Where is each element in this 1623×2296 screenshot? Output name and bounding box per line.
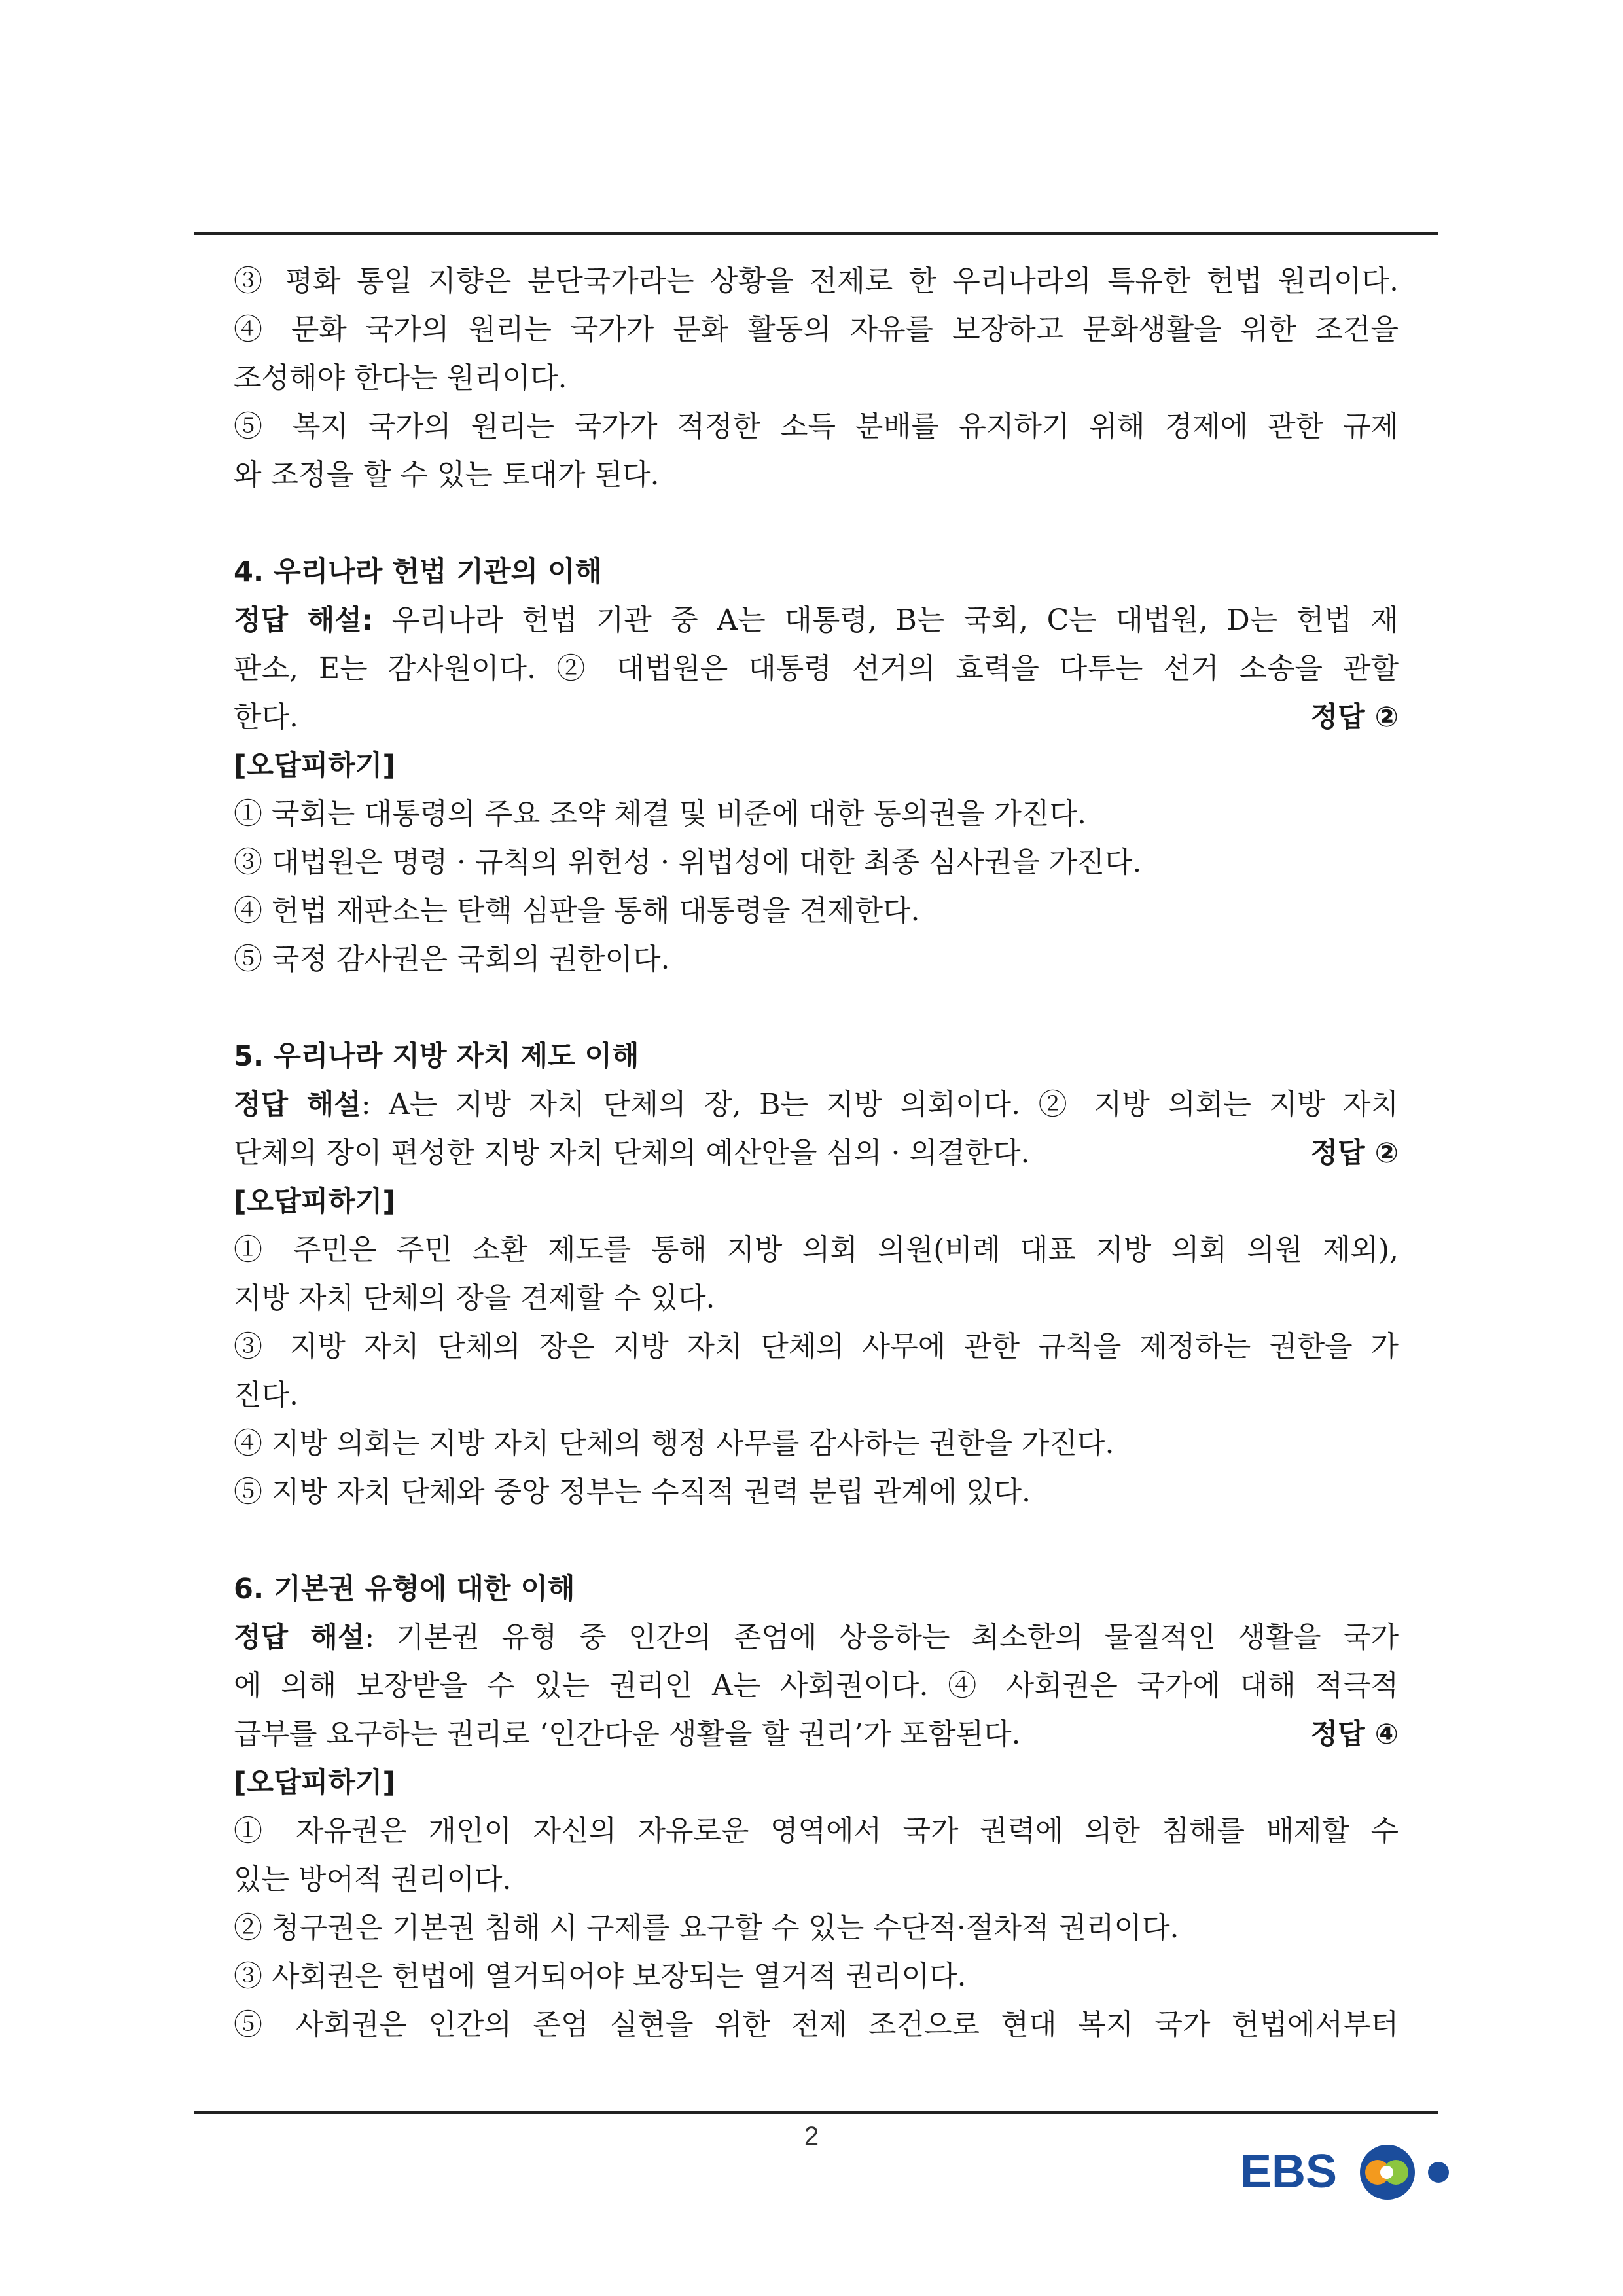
text-line: 조성해야 한다는 원리이다.: [234, 361, 567, 395]
wrong-answer-line: 지방 자치 단체의 장을 견제할 수 있다.: [234, 1282, 715, 1315]
document-body: [234, 257, 1399, 2049]
wrong-answer-line: ⑤ 국정 감사권은 국회의 권한이다.: [234, 942, 670, 976]
wrong-answer-line: 있는 방어적 권리이다.: [234, 1863, 512, 1896]
header-rule: [194, 232, 1438, 235]
explanation-answer-line: 급부를 요구하는 권리로 ‘인간다운 생활을 할 권리’가 포함된다. 정답 ④: [234, 1710, 1399, 1759]
answer-badge: 정답 ②: [1310, 701, 1399, 734]
wrong-answer-line: ④ 지방 의회는 지방 자치 단체의 행정 사무를 감사하는 권한을 가진다.: [234, 1427, 1115, 1460]
answer-badge: 정답 ④: [1310, 1718, 1399, 1751]
logo-small-dot: [1428, 2162, 1449, 2183]
explanation-answer-line: 단체의 장이 편성한 지방 자치 단체의 예산안을 심의 · 의결한다. 정답 ②: [234, 1129, 1399, 1177]
footer-rule: [194, 2111, 1438, 2114]
wrong-answer-line: ① 주민은 주민 소환 제도를 통해 지방 의회 의원(비례 대표 지방 의회 의원 제외),: [234, 1233, 1399, 1266]
explanation-line: 정답 해설: 우리나라 헌법 기관 중 A는 대통령, B는 국회, C는 대법원, D는 헌법 재: [234, 603, 1399, 637]
explanation-line: 에 의해 보장받을 수 있는 권리인 A는 사회권이다. ④ 사회권은 국가에 대해 적극적: [234, 1669, 1399, 1702]
wrong-answer-line: ④ 헌법 재판소는 탄핵 심판을 통해 대통령을 견제한다.: [234, 894, 920, 927]
question-4-title: 4. 우리나라 헌법 기관의 이해: [234, 556, 603, 588]
wrong-answer-line: ③ 대법원은 명령 · 규칙의 위헌성 · 위법성에 대한 최종 심사권을 가진다.: [234, 846, 1142, 879]
wrong-answer-line: ③ 사회권은 헌법에 열거되어야 보장되는 열거적 권리이다.: [234, 1960, 967, 1993]
wrong-answer-title: [오답피하기]: [234, 749, 395, 782]
text-line: ⑤ 복지 국가의 원리는 국가가 적정한 소득 분배를 유지하기 위해 경제에 관한 규제: [234, 410, 1399, 443]
wrong-answer-title: [오답피하기]: [234, 1767, 395, 1799]
text-line: 와 조정을 할 수 있는 토대가 된다.: [234, 458, 660, 492]
text-line: ④ 문화 국가의 원리는 국가가 문화 활동의 자유를 보장하고 문화생활을 위한 조건을: [234, 313, 1399, 346]
wrong-answer-line: ① 자유권은 개인이 자신의 자유로운 영역에서 국가 권력에 의한 침해를 배제할 수: [234, 1814, 1399, 1848]
logo-center-dot: [1380, 2166, 1393, 2179]
wrong-answer-line: ⑤ 지방 자치 단체와 중앙 정부는 수직적 권력 분립 관계에 있다.: [234, 1475, 1031, 1509]
wrong-answer-line: ⑤ 사회권은 인간의 존엄 실현을 위한 전제 조건으로 현대 복지 국가 헌법에서부터: [234, 2008, 1399, 2041]
explanation-answer-line: 한다. 정답 ②: [234, 693, 1399, 742]
explanation-label: 정답 해설: [234, 1621, 365, 1654]
question-5-title: 5. 우리나라 지방 자치 제도 이해: [234, 1040, 639, 1073]
wrong-answer-line: ① 국회는 대통령의 주요 조약 체결 및 비준에 대한 동의권을 가진다.: [234, 797, 1086, 831]
explanation-line: 정답 해설: 기본권 유형 중 인간의 존엄에 상응하는 최소한의 물질적인 생활을 국가: [234, 1621, 1399, 1654]
wrong-answer-title: [오답피하기]: [234, 1185, 395, 1218]
ebs-logo-text: EBS: [1240, 2145, 1338, 2198]
wrong-answer-line: ② 청구권은 기본권 침해 시 구제를 요구할 수 있는 수단적·절차적 권리이다.: [234, 1911, 1179, 1945]
explanation-label: 정답 해설: [234, 1088, 361, 1121]
text-line: ③ 평화 통일 지향은 분단국가라는 상황을 전제로 한 우리나라의 특유한 헌법 원리이다.: [234, 264, 1399, 298]
explanation-line: 판소, E는 감사원이다. ② 대법원은 대통령 선거의 효력을 다투는 선거 소송을 관할: [234, 652, 1399, 685]
explanation-label: 정답 해설:: [234, 604, 373, 637]
wrong-answer-line: 진다.: [234, 1378, 298, 1412]
answer-badge: 정답 ②: [1310, 1137, 1399, 1170]
ebs-logo: [1240, 2135, 1456, 2207]
explanation-line: 정답 해설: A는 지방 자치 단체의 장, B는 지방 의회이다. ② 지방 의회는 지방 자치: [234, 1088, 1399, 1121]
question-6-title: 6. 기본권 유형에 대한 이해: [234, 1573, 575, 1605]
page-number: 2: [804, 2122, 819, 2151]
wrong-answer-line: ③ 지방 자치 단체의 장은 지방 자치 단체의 사무에 관한 규칙을 제정하는 권한을 가: [234, 1330, 1399, 1363]
